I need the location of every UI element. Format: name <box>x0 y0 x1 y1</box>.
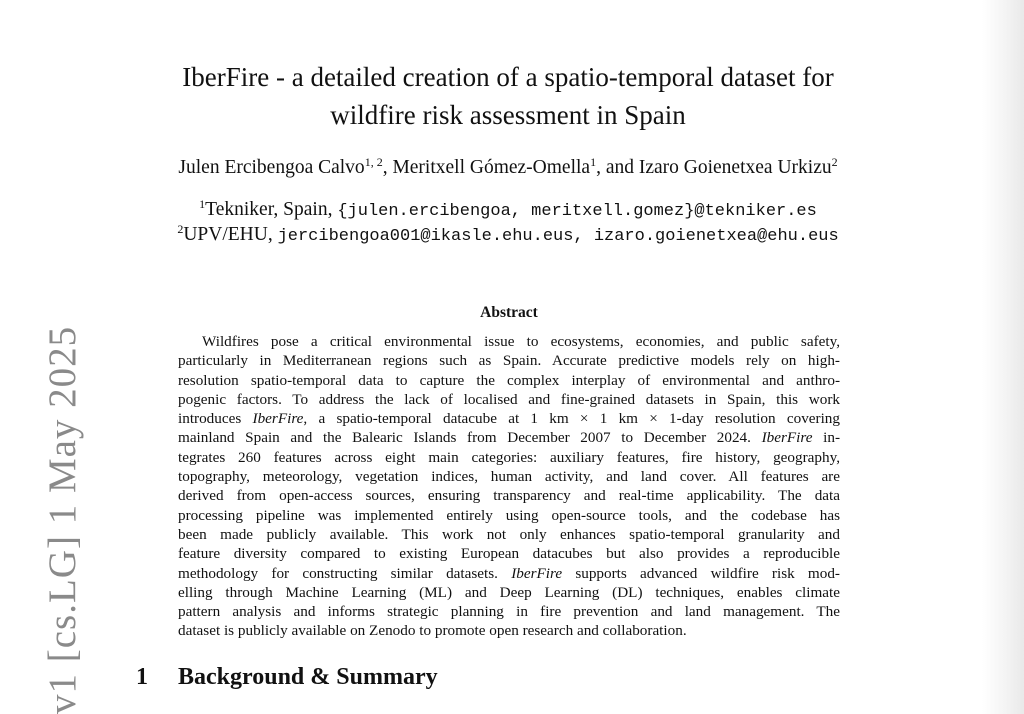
author-affiliation-mark: 1 <box>590 155 597 169</box>
abstract-line: derived from open-access sources, ensuring transparency and real-time applicability. The data <box>178 487 840 505</box>
section-title: Background & Summary <box>178 664 438 690</box>
abstract-line: pattern analysis and informs strategic planning in fire prevention and land management. The <box>178 603 840 621</box>
affiliation-1 <box>100 198 916 224</box>
abstract-line: pogenic factors. To address the lack of localised and fine-grained datasets in Spain, this work <box>178 390 840 408</box>
affiliation-mark: 1 <box>199 197 206 211</box>
abstract-body <box>178 332 840 641</box>
abstract-line: Wildfires pose a critical environmental issue to ecosystems, economies, and public safety, <box>202 333 840 350</box>
dataset-name: IberFire <box>252 410 304 428</box>
abstract-line: particularly in Mediterranean regions such as Spain. Accurate predictive models rely on high- <box>178 352 840 370</box>
title-line-2: wildfire risk assessment in Spain <box>330 100 686 130</box>
author-separator: , and <box>596 157 639 178</box>
abstract-line: topography, meteorology, vegetation indices, human activity, and land cover. All features are <box>178 468 840 486</box>
abstract-line: elling through Machine Learning (ML) and Deep Learning (DL) techniques, enables climate <box>178 583 840 601</box>
affiliation-org: Tekniker, Spain, <box>205 199 338 220</box>
author-affiliation-mark: 2 <box>831 155 838 169</box>
paper-title <box>120 58 896 134</box>
abstract-line: methodology for constructing similar datasets. IberFire supports advanced wildfire risk mod- <box>178 564 840 582</box>
author-name: Meritxell Gómez-Omella <box>392 157 591 178</box>
affiliation-emails: jercibengoa001@ikasle.ehu.eus, izaro.goienetxea@ehu.eus <box>277 227 839 246</box>
dataset-name: IberFire <box>511 564 563 582</box>
abstract-line: introduces IberFire, a spatio-temporal datacube at 1 km × 1 km × 1-day resolution covering <box>178 410 840 428</box>
page-edge-shadow <box>982 0 1024 714</box>
abstract-line: resolution spatio-temporal data to capture the complex interplay of environmental and anthro- <box>178 371 840 389</box>
abstract-heading: Abstract <box>480 304 538 321</box>
arxiv-margin-stamp: v1 [cs.LG] 1 May 2025 <box>41 325 84 714</box>
abstract-line: tegrates 260 features across eight main categories: auxiliary features, fire history, geography, <box>178 448 840 466</box>
author-affiliation-mark: 1, 2 <box>364 155 383 169</box>
author-name: Izaro Goienetxea Urkizu <box>638 157 832 178</box>
author-name: Julen Ercibengoa Calvo <box>178 157 365 178</box>
section-heading <box>136 664 438 691</box>
affiliation-emails: {julen.ercibengoa, meritxell.gomez}@tekniker.es <box>337 202 817 221</box>
title-line-1: IberFire - a detailed creation of a spatio-temporal dataset for <box>182 62 834 92</box>
dataset-name: IberFire <box>761 429 813 447</box>
author-separator: , <box>382 157 393 178</box>
abstract-line: dataset is publicly available on Zenodo to promote open research and collaboration. <box>178 622 687 640</box>
abstract-line: feature diversity compared to existing European datacubes but also provides a reproducible <box>178 545 840 563</box>
abstract-line: processing pipeline was implemented entirely using open-source tools, and the codebase has <box>178 506 840 524</box>
affiliation-mark: 2 <box>177 222 184 236</box>
section-number: 1 <box>136 664 148 690</box>
affiliation-2 <box>100 223 916 249</box>
abstract-line: been made publicly available. This work not only enhances spatio-temporal granularity and <box>178 525 840 543</box>
author-list <box>100 155 916 181</box>
abstract-line: mainland Spain and the Balearic Islands from December 2007 to December 2024. IberFire in- <box>178 429 840 447</box>
affiliation-org: UPV/EHU, <box>183 224 278 245</box>
